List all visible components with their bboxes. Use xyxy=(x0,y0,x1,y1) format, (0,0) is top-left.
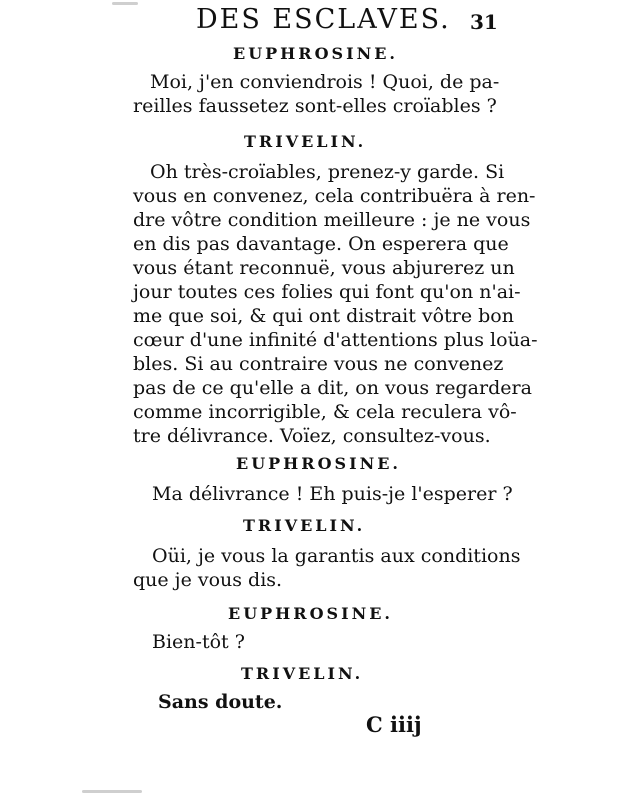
ink-smudge xyxy=(112,2,138,5)
text-line: me que soi, & qui ont distrait vôtre bon xyxy=(133,305,514,327)
speaker-name: EUPHROSINE. xyxy=(228,604,393,623)
text-line: tre délivrance. Voïez, consultez-vous. xyxy=(133,425,491,447)
text-line: Oh très-croïables, prenez-y garde. Si xyxy=(150,161,505,183)
text-line: vous en convenez, cela contribuëra à ren- xyxy=(133,185,536,207)
page-number: 31 xyxy=(470,10,498,34)
text-line: Sans doute. xyxy=(158,691,283,713)
text-line: Ma délivrance ! Eh puis-je l'esperer ? xyxy=(152,483,513,505)
signature-mark: C iiij xyxy=(366,712,422,737)
ink-smudge xyxy=(82,790,142,793)
speaker-name: TRIVELIN. xyxy=(244,132,367,151)
text-line: dre vôtre condition meilleure : je ne vous xyxy=(133,209,531,231)
text-line: reilles faussetez sont-elles croïables ? xyxy=(133,95,497,117)
speaker-name: TRIVELIN. xyxy=(241,664,364,683)
speaker-name: EUPHROSINE. xyxy=(233,44,398,63)
text-line: Bien-tôt ? xyxy=(152,631,245,653)
text-line: cœur d'une infinité d'attentions plus loüa- xyxy=(133,329,538,351)
running-title: DES ESCLAVES. xyxy=(196,4,451,35)
text-line: comme incorrigible, & cela reculera vô- xyxy=(133,401,517,423)
text-line: bles. Si au contraire vous ne convenez xyxy=(133,353,504,375)
text-line: en dis pas davantage. On esperera que xyxy=(133,233,509,255)
speaker-name: EUPHROSINE. xyxy=(236,454,401,473)
text-line: Oüi, je vous la garantis aux conditions xyxy=(152,545,521,567)
text-line: vous étant reconnuë, vous abjurerez un xyxy=(133,257,515,279)
text-line: Moi, j'en conviendrois ! Quoi, de pa- xyxy=(150,71,500,93)
text-line: que je vous dis. xyxy=(133,569,283,591)
speaker-name: TRIVELIN. xyxy=(243,516,366,535)
text-line: pas de ce qu'elle a dit, on vous regardera xyxy=(133,377,532,399)
text-line: jour toutes ces folies qui font qu'on n'ai- xyxy=(133,281,521,303)
